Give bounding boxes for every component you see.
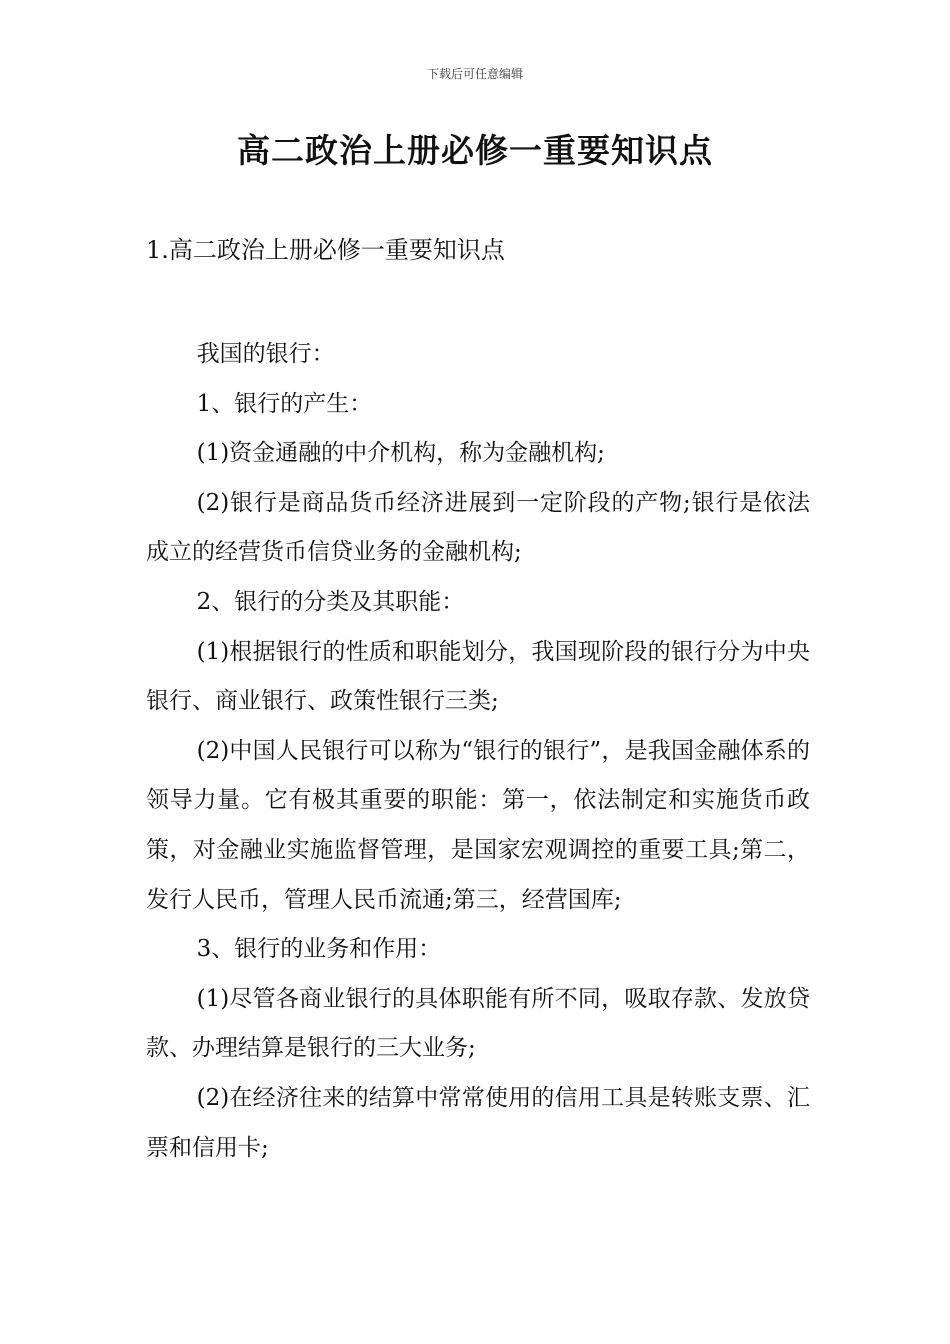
paragraph-bank-origin-1: (1)资金通融的中介机构，称为金融机构; xyxy=(196,440,605,467)
section-heading: 1.高二政治上册必修一重要知识点 xyxy=(146,236,505,264)
paragraph-bank-business-2: (2)在经济往来的结算中常常使用的信用工具是转账支票、汇票和信用卡; xyxy=(146,1084,810,1161)
paragraph-bank-types-heading: 2、银行的分类及其职能： xyxy=(196,588,465,615)
paragraph-bank-origin-2: (2)银行是商品货币经济进展到一定阶段的产物;银行是依法成立的经营货币信贷业务的金融机构; xyxy=(146,489,810,566)
paragraph-bank-intro: 我国的银行： xyxy=(196,341,335,367)
paragraph-bank-business-1: (1)尽管各商业银行的具体职能有所不同，吸取存款、发放贷款、办理结算是银行的三大业务; xyxy=(146,985,810,1062)
paragraph-bank-origin-heading: 1、银行的产生： xyxy=(196,390,373,417)
paragraph-bank-business-heading: 3、银行的业务和作用： xyxy=(196,936,442,963)
document-body xyxy=(146,330,810,1173)
header-note: 下载后可任意编辑 xyxy=(426,67,523,81)
paragraph-bank-types-1: (1)根据银行的性质和职能划分，我国现阶段的银行分为中央银行、商业银行、政策性银行三类; xyxy=(146,638,810,715)
paragraph-bank-types-2: (2)中国人民银行可以称为“银行的银行”，是我国金融体系的领导力量。它有极其重要的职能：第一，依法制定和实施货币政策，对金融业实施监督管理，是国家宏观调控的重要工具;第二，发行人民币，管理人民币流通;第三，经营国库; xyxy=(146,737,810,913)
document-title: 高二政治上册必修一重要知识点 xyxy=(237,131,713,170)
